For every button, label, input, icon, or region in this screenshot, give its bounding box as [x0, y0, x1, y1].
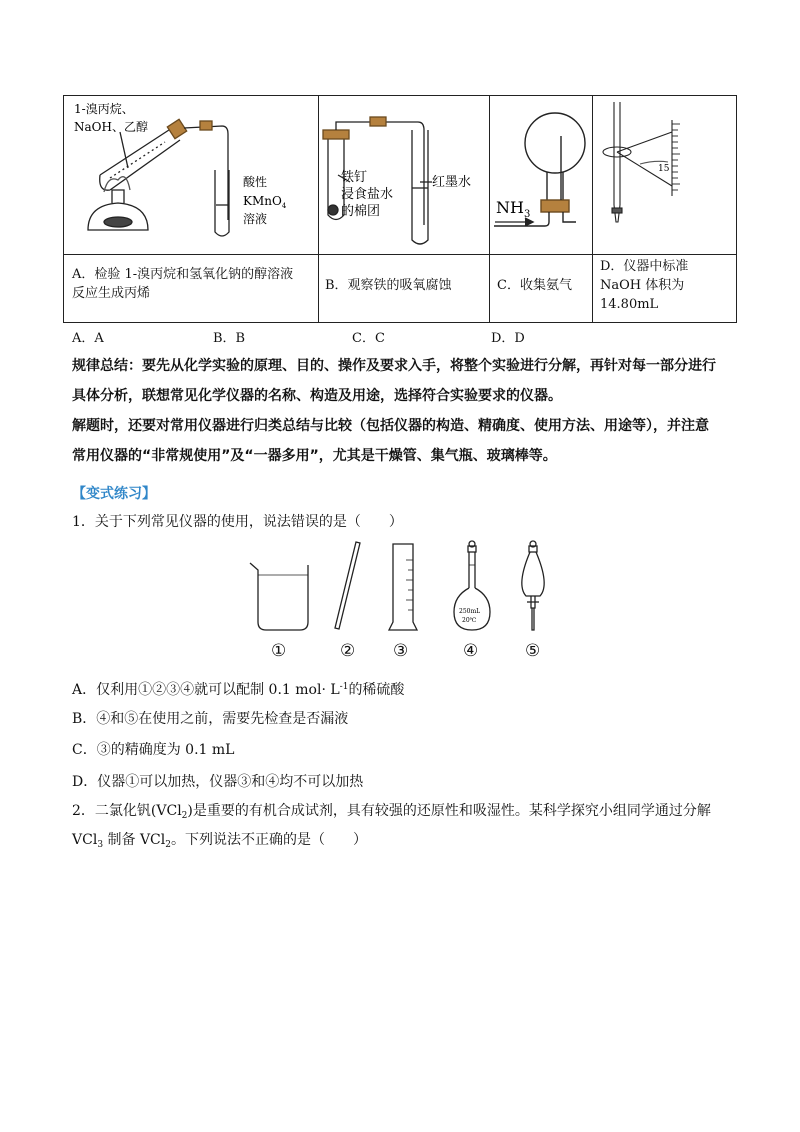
summary-line-3: 解题时，还要对常用仪器进行归类总结与比较（包括仪器的构造、精确度、使用方法、用途等），并注意 [72, 418, 709, 434]
label-salt-cotton-1: 浸食盐水 [341, 187, 394, 202]
q1-option-d[interactable]: D．仪器①可以加热，仪器③和④均不可以加热 [72, 774, 364, 790]
summary-line-4: 常用仪器的“非常规使用”及“一器多用”，尤其是干燥管、集气瓶、玻璃棒等。 [72, 448, 557, 464]
beaker-icon [250, 563, 308, 630]
label-reagent-2: NaOH、乙醇 [74, 120, 148, 134]
separatory-funnel-icon [522, 541, 544, 630]
q2-stem-line-1: 2．二氯化钒(VCl$_2$)是重要的有机合成试剂，具有较强的还原性和吸湿性。某科学探究小组同学通过分解 [72, 803, 711, 821]
instrument-label-3: ③ [393, 641, 409, 661]
q1-option-a[interactable]: A．仅利用①②③④就可以配制 0.1 $mol\cdot L^{-1}$的稀硫酸 [72, 682, 405, 698]
caption-b: B．观察铁的吸氧腐蚀 [325, 278, 452, 293]
label-solution-3: 溶液 [243, 212, 268, 226]
q1-option-c[interactable]: C．③的精确度为 0.1 mL [72, 742, 235, 758]
label-burette-scale: 15 [658, 164, 670, 174]
section-title: 【变式练习】 [72, 486, 156, 502]
label-iron-nail: 铁钉 [341, 170, 368, 185]
caption-d: D．仪器中标准 NaOH 体积为 14.80mL [600, 259, 689, 312]
graduated-cylinder-icon [389, 544, 417, 630]
option-b[interactable]: B．B [213, 331, 246, 346]
glass-rod-icon [335, 542, 360, 629]
flask-temperature-label: 20℃ [462, 617, 477, 624]
label-red-ink: 红墨水 [432, 175, 472, 190]
caption-c: C．收集氨气 [497, 278, 572, 293]
instrument-label-5: ⑤ [525, 641, 541, 661]
label-nh3: $NH_3$ [496, 198, 531, 220]
summary-line-2: 具体分析，联想常见化学仪器的名称、构造及用途，选择符合实验要求的仪器。 [72, 388, 562, 404]
q1-stem: 1．关于下列常见仪器的使用，说法错误的是（ ） [72, 514, 403, 530]
option-d[interactable]: D．D [491, 331, 525, 346]
caption-a: A．检验 1-溴丙烷和氢氧化钠的醇溶液 反应生成丙烯 [72, 267, 294, 301]
option-c[interactable]: C．C [352, 331, 385, 346]
instrument-label-4: ④ [463, 641, 479, 661]
q1-option-b[interactable]: B．④和⑤在使用之前，需要先检查是否漏液 [72, 711, 349, 727]
q2-stem-line-2: VCl$_3$ 制备 VCl$_2$。下列说法不正确的是（ ） [72, 832, 367, 850]
label-salt-cotton-2: 的棉团 [341, 204, 381, 219]
instrument-label-1: ① [271, 641, 287, 661]
option-a[interactable]: A．A [72, 331, 104, 346]
instrument-label-2: ② [340, 641, 356, 661]
label-solution-1: 酸性 [243, 175, 268, 189]
label-solution-2: KMnO$_4$ [243, 194, 287, 210]
summary-line-1: 规律总结：要先从化学实验的原理、目的、操作及要求入手，将整个实验进行分解，再针对每一部分进行 [72, 358, 716, 374]
label-reagent-1: 1-溴丙烷、 [74, 102, 134, 116]
flask-capacity-label: 250mL [459, 608, 481, 615]
